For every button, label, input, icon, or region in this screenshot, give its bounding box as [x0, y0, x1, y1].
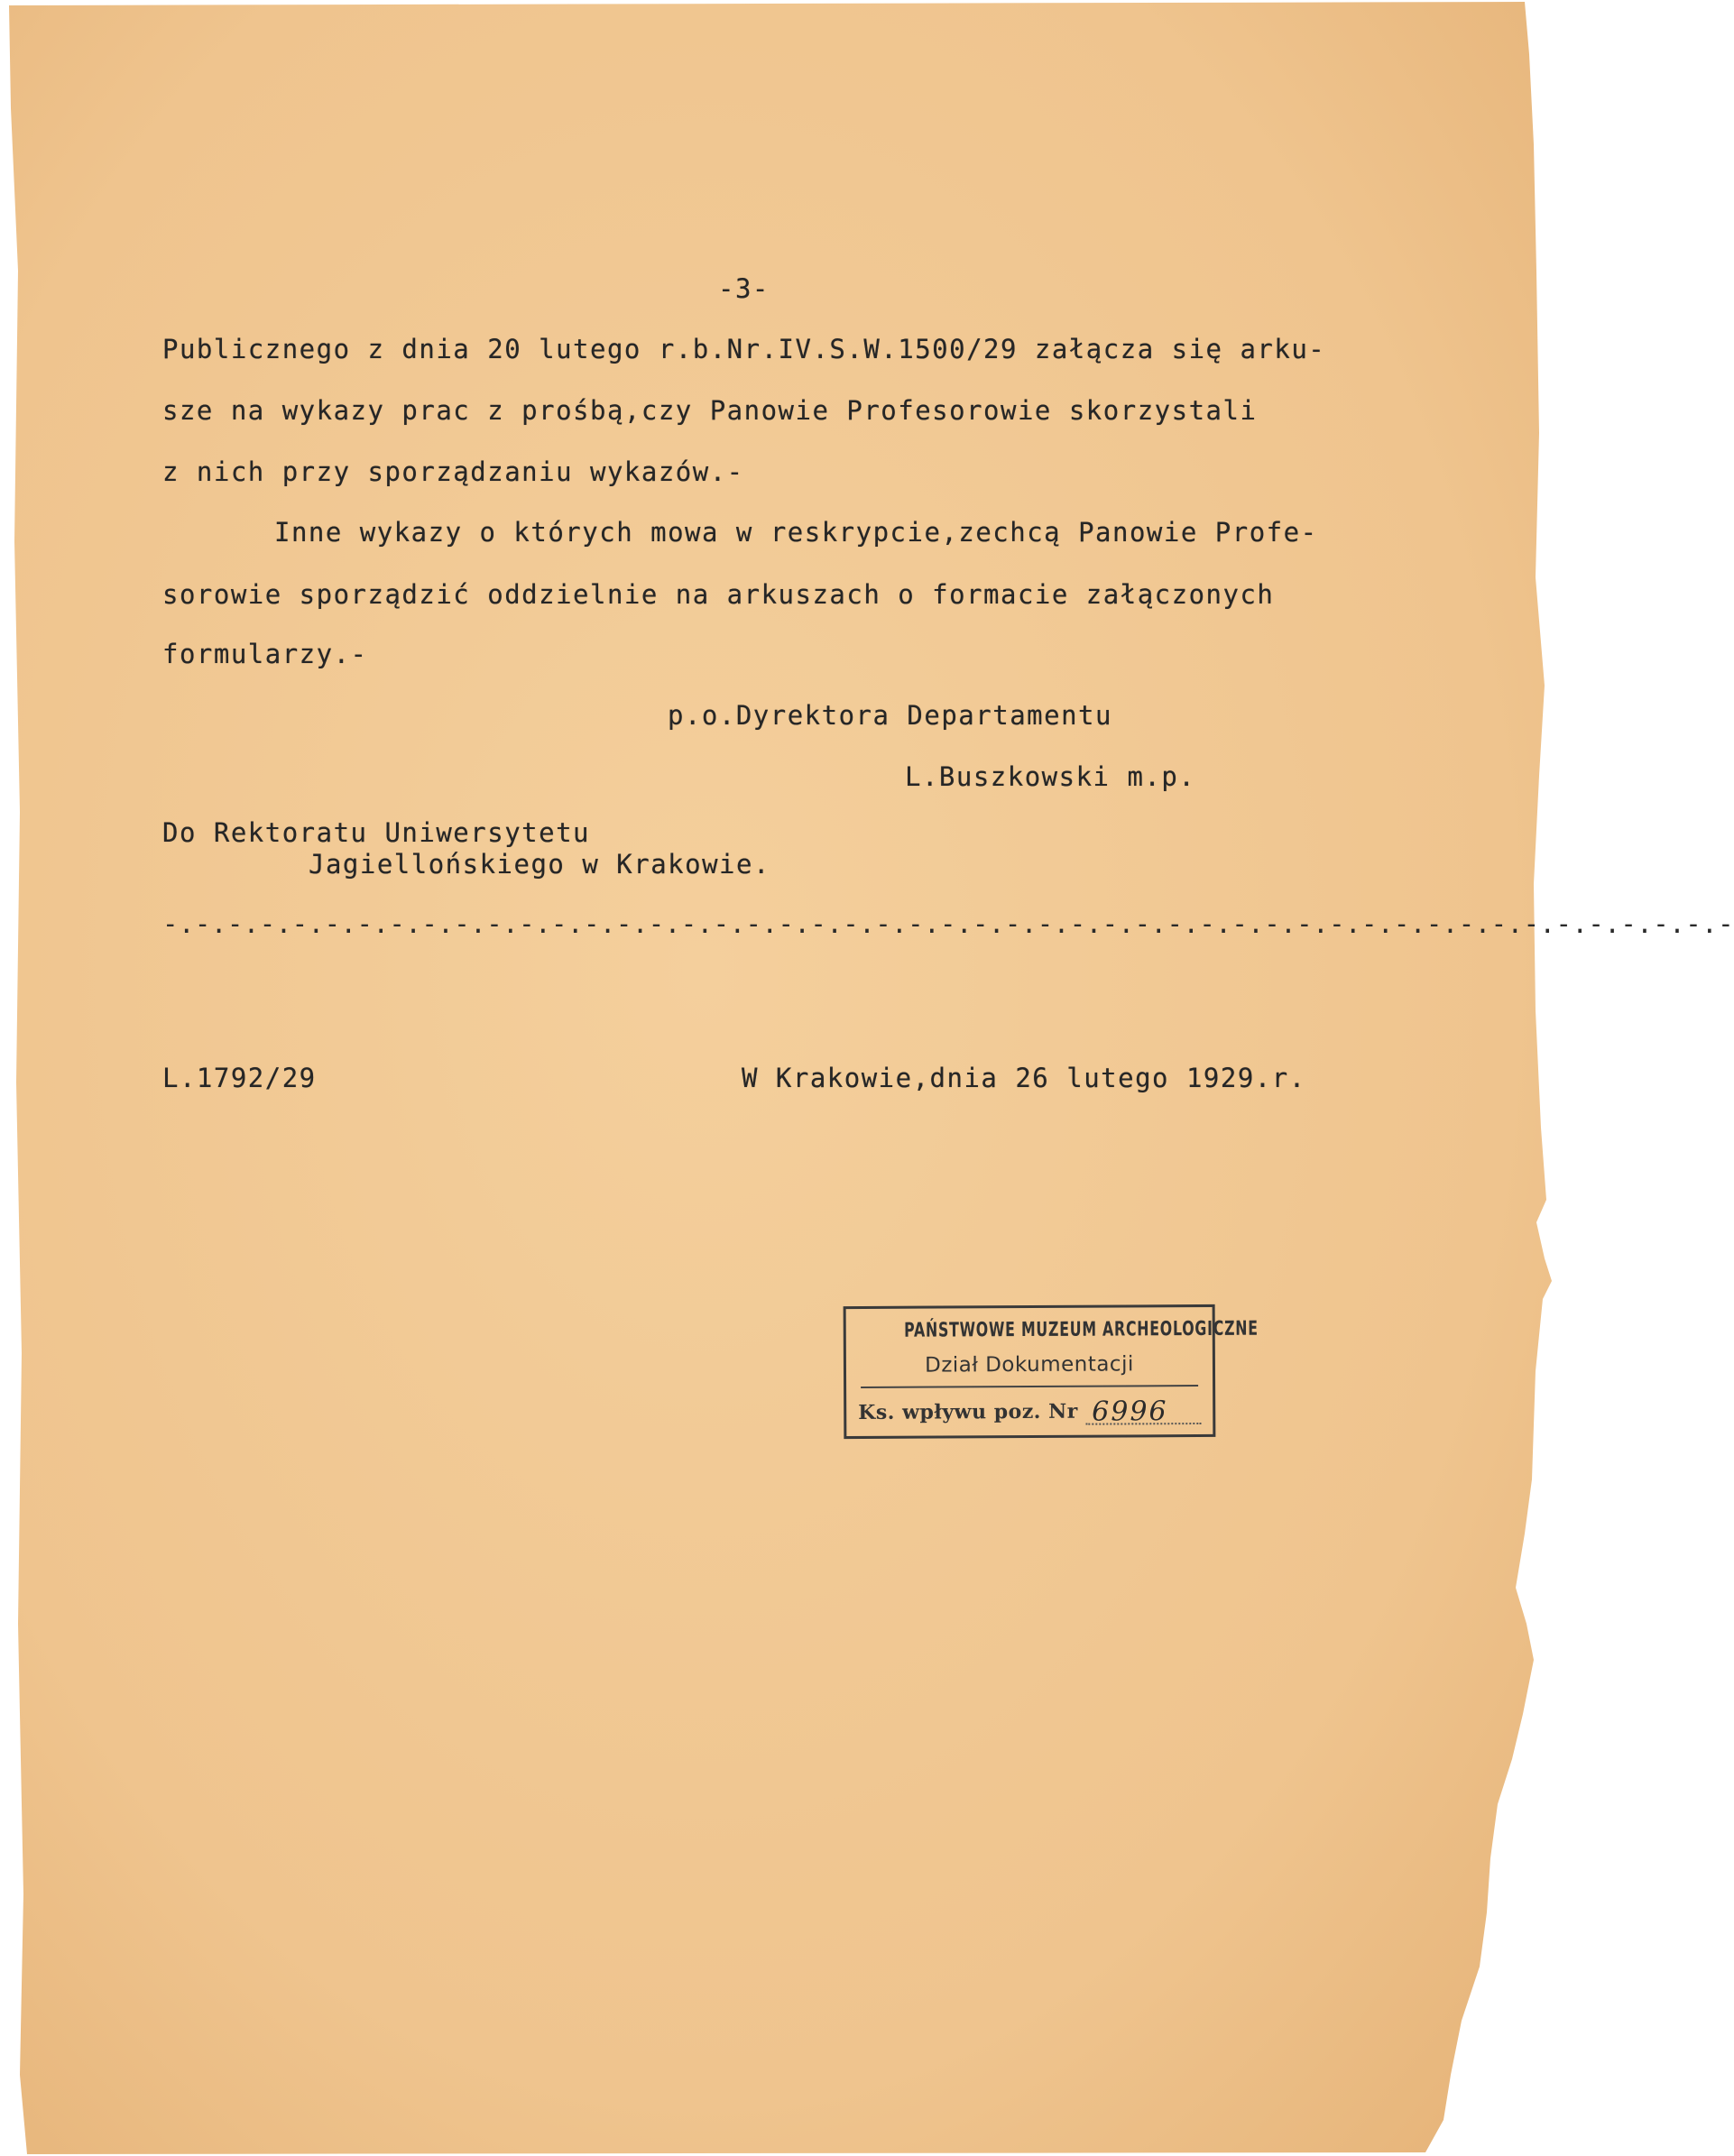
paragraph1-line3: z nich przy sporządzaniu wykazów.- [162, 456, 744, 487]
stamp-entry-label: Ks. wpływu poz. Nr [858, 1399, 1078, 1424]
paragraph2-line1: Inne wykazy o których mowa w reskrypcie,zechcą Panowie Profe- [274, 517, 1318, 548]
signature-title: p.o.Dyrektora Departamentu [668, 700, 1112, 731]
stamp-entry-number: 6996 [1092, 1396, 1168, 1428]
place-date: W Krakowie,dnia 26 lutego 1929.r. [742, 1063, 1306, 1093]
stamp-department: Dział Dokumentacji [925, 1352, 1134, 1377]
separator-line: -.-.-.-.-.-.-.-.-.-.-.-.-.-.-.-.-.-.-.-.-.-.-.-.-.-.-.-.-.-.-.-.-.-.-.-.-.-.-.-.-.-.-.-.-.-.-.-.- [162, 908, 1734, 939]
recipient-line1: Do Rektoratu Uniwersytetu [162, 817, 590, 848]
paragraph2-line2: sorowie sporządzić oddzielnie na arkuszach o formacie załączonych [162, 579, 1275, 610]
recipient-line2: Jagiellońskiego w Krakowie. [309, 849, 770, 880]
stamp-divider [861, 1385, 1198, 1388]
paragraph1-line2: sze na wykazy prac z prośbą,czy Panowie Profesorowie skorzystali [162, 395, 1258, 426]
page-number: -3- [718, 273, 770, 304]
paragraph2-line3: formularzy.- [162, 639, 368, 669]
signature-name: L.Buszkowski m.p. [905, 761, 1196, 792]
stamp-title: PAŃSTWOWE MUZEUM ARCHEOLOGICZNE [904, 1317, 1259, 1342]
reference-number: L.1792/29 [162, 1063, 317, 1093]
museum-stamp [844, 1304, 1259, 1439]
paragraph1-line1: Publicznego z dnia 20 lutego r.b.Nr.IV.S.W.1500/29 załącza się arku- [162, 334, 1326, 364]
